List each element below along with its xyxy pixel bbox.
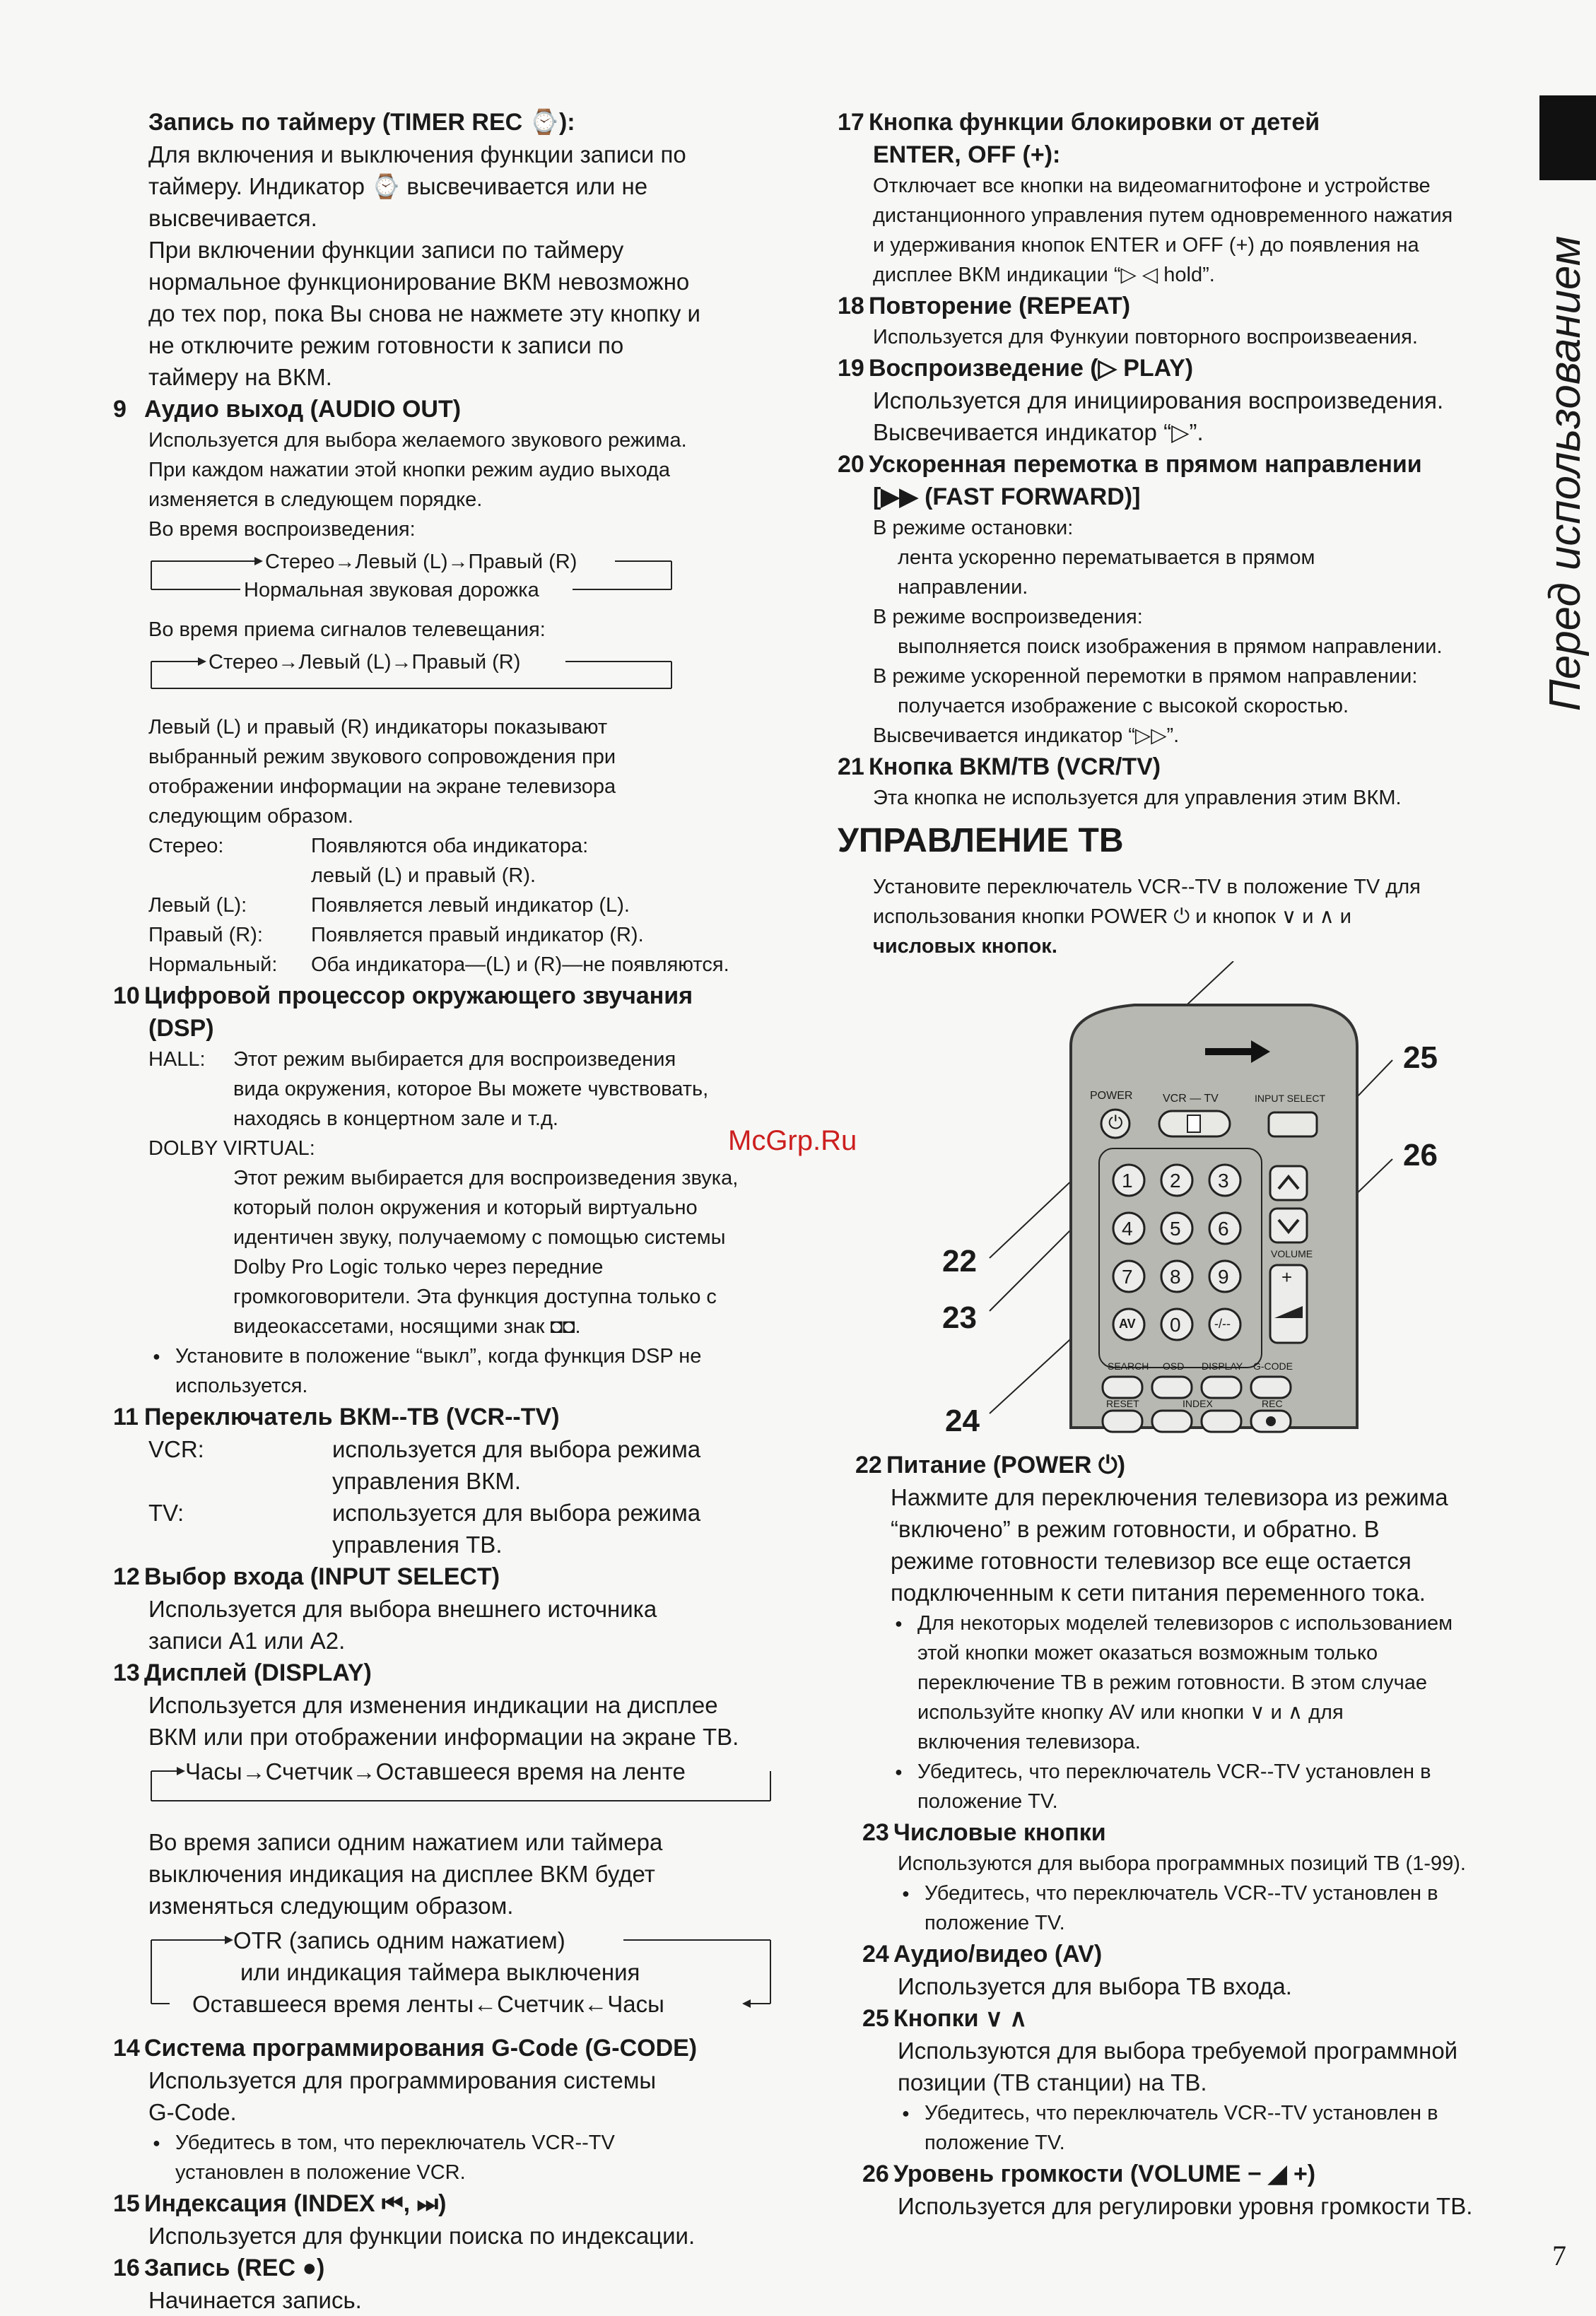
remote-label-search: SEARCH (1108, 1360, 1149, 1372)
remote-label-vcrtv: VCR — TV (1163, 1093, 1219, 1105)
item-9-p-l3: изменяется в следующем порядке. (148, 488, 483, 511)
key-1[interactable]: 1 (1122, 1170, 1133, 1192)
item-15-number: 15 (113, 2190, 140, 2217)
timer-rec-p2-l3: до тех пор, пока Вы снова не нажмете эту кнопку и (148, 300, 700, 327)
item-24-l1: Используется для выбора ТВ входа. (898, 1973, 1292, 1999)
timer-rec-p1-l2: таймеру. Индикатор ⌚ высвечивается или не (148, 173, 648, 199)
remote-label-input: INPUT SELECT (1255, 1093, 1326, 1104)
timer-rec-p1-l1: Для включения и выключения функции записи по (148, 141, 686, 167)
item-13-title: Дисплей (DISPLAY) (144, 1659, 372, 1686)
item-17-l1: Отключает все кнопки на видеомагнитофоне и устройстве (873, 175, 1431, 197)
item-10-title-2: (DSP) (148, 1015, 214, 1042)
remote-label-volume: VOLUME (1271, 1248, 1313, 1259)
indicator-value: Оба индикатора—(L) и (R)—не появляются. (311, 953, 729, 976)
item-22-bullet-1 (891, 1609, 1537, 1757)
item-26-title: Уровень громкости (VOLUME − ◢ +) (893, 2161, 1316, 2187)
item-13-l2: ВКМ или при отображении информации на экране ТВ. (148, 1724, 739, 1750)
item-9 (113, 393, 813, 980)
item-15-title: Индексация (INDEX ⏮, ⏭) (144, 2190, 447, 2217)
side-section-title: Перед использованием (1541, 235, 1590, 712)
item-12-l2: записи A1 или A2. (148, 1628, 346, 1654)
item-23-b-l2: положение TV. (925, 1912, 1065, 1934)
dsp-dolby-l5: громкоговорители. Эта функция доступна только с (233, 1286, 717, 1308)
item-24-number: 24 (862, 1941, 889, 1968)
remote-label-osd: OSD (1163, 1360, 1185, 1372)
audio-flow-playback-a: Стерео→Левый (L)→Правый (R) (265, 551, 577, 573)
item-25-l1: Используются для выбора требуемой программной (898, 2038, 1458, 2064)
ff-stop-key: В режиме остановки: (873, 517, 1074, 539)
callout-22: 22 (942, 1244, 977, 1278)
left-column (113, 106, 813, 2316)
item-9-p-l2: При каждом нажатии этой кнопки режим аудио выхода (148, 459, 671, 481)
timer-rec-p1-l3: высвечивается. (148, 205, 317, 231)
item-24-title: Аудио/видео (AV) (893, 1941, 1103, 1968)
item-22-l4: подключенным к сети питания переменного тока. (891, 1580, 1426, 1606)
remote-label-reset: RESET (1106, 1398, 1139, 1409)
ff-ff-key: В режиме ускоренной перемотки в прямом направлении: (873, 665, 1418, 688)
item-25-number: 25 (862, 2005, 889, 2032)
switch-vcr-key: VCR: (148, 1436, 204, 1462)
audio-flow-tv (148, 647, 813, 704)
item-26-number: 26 (862, 2161, 889, 2187)
otr-flow-c: Оставшееся время ленты←Счетчик←Часы (192, 1991, 664, 2017)
switch-tv-l2: управления ТВ. (332, 1532, 503, 1558)
item-26-l1: Используется для регулировки уровня громкости ТВ. (898, 2193, 1473, 2219)
item-21 (838, 751, 1537, 813)
dsp-dolby-key: DOLBY VIRTUAL: (148, 1137, 315, 1160)
indicator-value: Появляются оба индикатора: (311, 835, 589, 857)
timer-rec-p2-l4: не отключите режим готовности к записи по (148, 332, 624, 358)
item-22-title: Питание (POWER ⏻) (886, 1452, 1126, 1479)
key-dash[interactable]: -/-- (1214, 1317, 1231, 1331)
indicator-key: Стерео: (148, 835, 224, 857)
item-20-number: 20 (838, 451, 864, 478)
remote-label-gcode: G-CODE (1253, 1360, 1293, 1372)
dsp-dolby-l4: Dolby Pro Logic только через передние (233, 1256, 604, 1278)
switch-vcr-l2: управления ВКМ. (332, 1468, 522, 1494)
item-17-l3: и удерживания кнопок ENTER и OFF (+) до появления на (873, 234, 1419, 257)
item-17-number: 17 (838, 109, 864, 136)
item-9-p2-l3: отображении информации на экране телевизора (148, 775, 616, 798)
item-13-p2-l3: изменяться следующим образом. (148, 1893, 514, 1919)
item-19-title: Воспроизведение (▷ PLAY) (869, 355, 1194, 382)
remote-figure (838, 961, 1537, 1449)
item-15 (113, 2187, 813, 2252)
timer-rec-p2-l1: При включении функции записи по таймеру (148, 237, 624, 263)
item-11-number: 11 (113, 1404, 139, 1430)
tv-intro (838, 872, 1537, 961)
tv-intro-l2: использования кнопки POWER ⏻ и кнопок ∨ и ∧ и (873, 905, 1351, 928)
item-14-bullet-l2: установлен в положение VCR. (175, 2161, 466, 2184)
switch-vcr-l1: используется для выбора режима (332, 1436, 701, 1462)
item-23-b-l1: ● Убедитесь, что переключатель VCR--TV установлен в (925, 1882, 1438, 1905)
item-9-title: Аудио выход (AUDIO OUT) (144, 396, 462, 423)
item-14-number: 14 (113, 2035, 140, 2062)
key-4[interactable]: 4 (1122, 1218, 1133, 1240)
dsp-dolby-text (148, 1163, 813, 1341)
ff-play-key: В режиме воспроизведения: (873, 606, 1143, 628)
remote-illustration (838, 961, 1537, 1449)
remote-label-display: DISPLAY (1202, 1360, 1243, 1372)
item-14-bullet-l1: ● Убедитесь в том, что переключатель VCR--TV (175, 2132, 615, 2154)
tv-intro-l1: Установите переключатель VCR--TV в положение TV для (873, 876, 1421, 898)
ff-ff-l1: получается изображение с высокой скоростью. (898, 695, 1349, 717)
indicator-row-right (148, 920, 813, 950)
item-9-p-l1: Используется для выбора желаемого звукового режима. (148, 429, 687, 452)
indicator-value: Появляется правый индикатор (R). (311, 924, 644, 946)
key-9[interactable]: 9 (1218, 1266, 1229, 1288)
dsp-dolby-l6: видеокассетами, носящими знак ◘◘. (233, 1315, 581, 1338)
item-23 (838, 1816, 1537, 1938)
dsp-bullet-l1: ● Установите в положение “выкл”, когда функция DSP не (175, 1345, 702, 1368)
item-16-title: Запись (REC ●) (144, 2255, 325, 2281)
tv-intro-l3: числовых кнопок. (873, 935, 1057, 958)
item-9-p2-l4: следующим образом. (148, 805, 353, 828)
indicator-key: Правый (R): (148, 924, 263, 946)
callout-24: 24 (945, 1404, 980, 1438)
item-19 (838, 352, 1537, 448)
dsp-hall-l1: Этот режим выбирается для воспроизведения (233, 1048, 676, 1071)
item-25 (838, 2002, 1537, 2158)
item-12-l1: Используется для выбора внешнего источника (148, 1596, 657, 1622)
item-21-l1: Эта кнопка не используется для управления этим ВКМ. (873, 787, 1402, 809)
otr-flow-b: или индикация таймера выключения (240, 1959, 640, 1985)
remote-label-index: INDEX (1183, 1398, 1213, 1409)
dsp-dolby-l3: идентичен звуку, получаемому с помощью системы (233, 1226, 726, 1249)
ff-stop-l2: направлении. (898, 576, 1028, 599)
item-23-title: Числовые кнопки (893, 1819, 1106, 1846)
power-icon[interactable]: ⏻ (1108, 1112, 1123, 1133)
key-2[interactable]: 2 (1170, 1170, 1181, 1192)
indicator-value: Появляется левый индикатор (L). (311, 894, 630, 917)
indicator-key: Нормальный: (148, 953, 278, 976)
item-25-b-l1: ● Убедитесь, что переключатель VCR--TV установлен в (925, 2102, 1438, 2124)
item-12 (113, 1560, 813, 1657)
item-10-number: 10 (113, 982, 140, 1009)
key-7[interactable]: 7 (1122, 1266, 1133, 1288)
item-25-b-l2: положение TV. (925, 2132, 1065, 2154)
item-21-number: 21 (838, 753, 864, 780)
display-flow (148, 1756, 813, 1818)
item-10-title: Цифровой процессор окружающего звучания (144, 982, 693, 1009)
audio-flow-playback (148, 547, 813, 606)
dsp-dolby-l1: Этот режим выбирается для воспроизведения звука, (233, 1167, 739, 1189)
item-21-title: Кнопка ВКМ/ТВ (VCR/TV) (869, 753, 1161, 780)
otr-flow-a: OTR (запись одним нажатием) (233, 1927, 565, 1953)
item-26 (838, 2158, 1537, 2222)
item-9-tv-label: Во время приема сигналов телевещания: (148, 618, 546, 641)
timer-rec-section (113, 106, 813, 393)
item-23-bullet (898, 1879, 1537, 1938)
dsp-hall (148, 1045, 813, 1134)
item-18-title: Повторение (REPEAT) (869, 293, 1131, 319)
volume-plus-icon: + (1281, 1266, 1293, 1288)
item-17-title: Кнопка функции блокировки от детей (869, 109, 1320, 136)
dsp-dolby-l2: который полон окружения и который виртуально (233, 1197, 698, 1219)
item-18-l1: Используется для Функуии повторного воспроизвеаения. (873, 326, 1418, 348)
item-22 (838, 1449, 1537, 1816)
tv-control-title: УПРАВЛЕНИЕ ТВ (838, 822, 1124, 859)
item-9-p2-l1: Левый (L) и правый (R) индикаторы показывают (148, 716, 608, 739)
item-9-playback-label: Во время воспроизведения: (148, 518, 416, 541)
item-18-number: 18 (838, 293, 864, 319)
item-14-l1: Используется для программирования системы (148, 2067, 657, 2093)
dsp-bullet (148, 1341, 813, 1401)
indicator-row-stereo (148, 831, 813, 861)
timer-rec-p2-l2: нормальное функционирование ВКМ невозможно (148, 269, 690, 295)
item-13 (113, 1657, 813, 2023)
item-14-title: Система программирования G-Code (G-CODE) (144, 2035, 698, 2062)
item-13-p2-l2: выключения индикация на дисплее ВКМ будет (148, 1861, 655, 1887)
remote-label-power: POWER (1090, 1090, 1133, 1102)
dsp-hall-key: HALL: (148, 1048, 206, 1071)
item-23-l1: Используются для выбора программных позиций ТВ (1-99). (898, 1852, 1466, 1875)
item-13-p2-l1: Во время записи одним нажатием или таймера (148, 1829, 663, 1855)
item-11 (113, 1401, 813, 1560)
indicator-key (148, 861, 311, 890)
item-10 (113, 980, 813, 1401)
audio-flow-playback-b: Нормальная звуковая дорожка (244, 579, 539, 601)
item-22-l3: режиме готовности телевизор все еще остается (891, 1548, 1412, 1574)
ff-stop-l1: лента ускоренно перематывается в прямом (898, 546, 1315, 569)
key-av[interactable]: AV (1119, 1317, 1136, 1331)
item-20 (838, 448, 1537, 751)
item-13-number: 13 (113, 1659, 140, 1686)
ff-play-l1: выполняется поиск изображения в прямом направлении. (898, 635, 1443, 658)
item-17-l4: дисплее ВКМ индикации “▷ ◁ hold”. (873, 264, 1215, 286)
item-14-bullet (148, 2128, 813, 2187)
item-22-l1: Нажмите для переключения телевизора из режима (891, 1484, 1448, 1510)
item-23-number: 23 (862, 1819, 889, 1846)
item-25-bullet (898, 2098, 1537, 2158)
item-22-b1-l3: переключение ТВ в режим готовности. В этом случае (917, 1671, 1427, 1694)
indicator-value: левый (L) и правый (R). (311, 864, 536, 887)
item-19-l2: Высвечивается индикатор “▷”. (873, 419, 1204, 445)
item-16-number: 16 (113, 2255, 140, 2281)
item-22-b1-l5: включения телевизора. (917, 1731, 1141, 1753)
right-column (838, 106, 1537, 2222)
indicator-row-stereo-2 (148, 861, 813, 890)
key-3[interactable]: 3 (1218, 1170, 1229, 1192)
switch-tv (148, 1497, 813, 1560)
item-22-b2-l2: положение TV. (917, 1790, 1058, 1813)
item-25-title: Кнопки ∨ ∧ (893, 2005, 1028, 2032)
key-6[interactable]: 6 (1218, 1218, 1229, 1240)
indicator-row-normal (148, 950, 813, 980)
page-number: 7 (1552, 2240, 1566, 2271)
item-11-title: Переключатель ВКМ--ТВ (VCR--TV) (144, 1404, 560, 1430)
item-20-title-2: [▶▶ (FAST FORWARD)] (873, 483, 1141, 510)
switch-tv-key: TV: (148, 1500, 184, 1526)
otr-flow (148, 1924, 813, 2023)
item-22-b1-l2: этой кнопки может оказаться возможным только (917, 1642, 1378, 1664)
item-13-l1: Используется для изменения индикации на дисплее (148, 1692, 718, 1718)
item-25-l2: позиции (ТВ станции) на ТВ. (898, 2069, 1207, 2095)
item-9-p2-l2: выбранный режим звукового сопровождения при (148, 746, 616, 768)
item-19-l1: Используется для инициирования воспроизведения. (873, 387, 1444, 413)
item-22-b1-l1: ● Для некоторых моделей телевизоров с использованием (917, 1612, 1453, 1635)
section-tab (1539, 95, 1596, 180)
item-17-l2: дистанционного управления путем одновременного нажатия (873, 204, 1453, 227)
dsp-hall-l2: вида окружения, которое Вы можете чувствовать, (233, 1078, 709, 1100)
item-14-l2: G-Code. (148, 2099, 237, 2125)
item-14 (113, 2032, 813, 2187)
key-8[interactable]: 8 (1170, 1266, 1181, 1288)
remote-label-rec: REC (1262, 1398, 1283, 1409)
item-20-title: Ускоренная перемотка в прямом направлении (869, 451, 1422, 478)
indicator-row-left (148, 890, 813, 920)
callout-23: 23 (942, 1300, 977, 1335)
display-flow-text: Часы→Счетчик→Оставшееся время на ленте (185, 1758, 686, 1785)
item-22-bullet-2 (891, 1757, 1537, 1816)
item-17-title-2: ENTER, OFF (+): (873, 141, 1061, 168)
item-22-l2: “включено” в режим готовности, и обратно. В (891, 1516, 1380, 1542)
ff-indicator: Высвечивается индикатор “▷▷”. (873, 724, 1180, 747)
dsp-bullet-l2: используется. (175, 1375, 308, 1397)
dsp-hall-l3: находясь в концертном зале и т.д. (233, 1107, 558, 1130)
item-16-l1: Начинается запись. (148, 2287, 362, 2313)
item-18 (838, 290, 1537, 352)
item-16 (113, 2252, 813, 2316)
item-22-b2-l1: ● Убедитесь, что переключатель VCR--TV установлен в (917, 1760, 1431, 1783)
callout-26: 26 (1403, 1138, 1438, 1172)
key-5[interactable]: 5 (1170, 1218, 1181, 1240)
watermark: McGrp.Ru (728, 1125, 857, 1156)
timer-rec-title: Запись по таймеру (TIMER REC ⌚): (148, 109, 575, 136)
item-22-b1-l4: используйте кнопку AV или кнопки ∨ и ∧ для (917, 1701, 1344, 1724)
item-15-l1: Используется для функции поиска по индексации. (148, 2223, 696, 2249)
switch-vcr (148, 1433, 813, 1497)
timer-rec-p2-l5: таймеру на ВКМ. (148, 364, 332, 390)
key-0[interactable]: 0 (1170, 1314, 1181, 1336)
callout-25: 25 (1403, 1040, 1438, 1075)
item-24 (838, 1938, 1537, 2002)
indicator-key: Левый (L): (148, 894, 247, 917)
item-19-number: 19 (838, 355, 864, 382)
item-12-number: 12 (113, 1563, 140, 1590)
item-12-title: Выбор входа (INPUT SELECT) (144, 1563, 500, 1590)
audio-flow-tv-text: Стерео→Левый (L)→Правый (R) (209, 651, 521, 674)
switch-tv-l1: используется для выбора режима (332, 1500, 701, 1526)
item-17 (838, 106, 1537, 290)
item-9-number: 9 (113, 396, 127, 423)
item-22-number: 22 (855, 1452, 882, 1479)
